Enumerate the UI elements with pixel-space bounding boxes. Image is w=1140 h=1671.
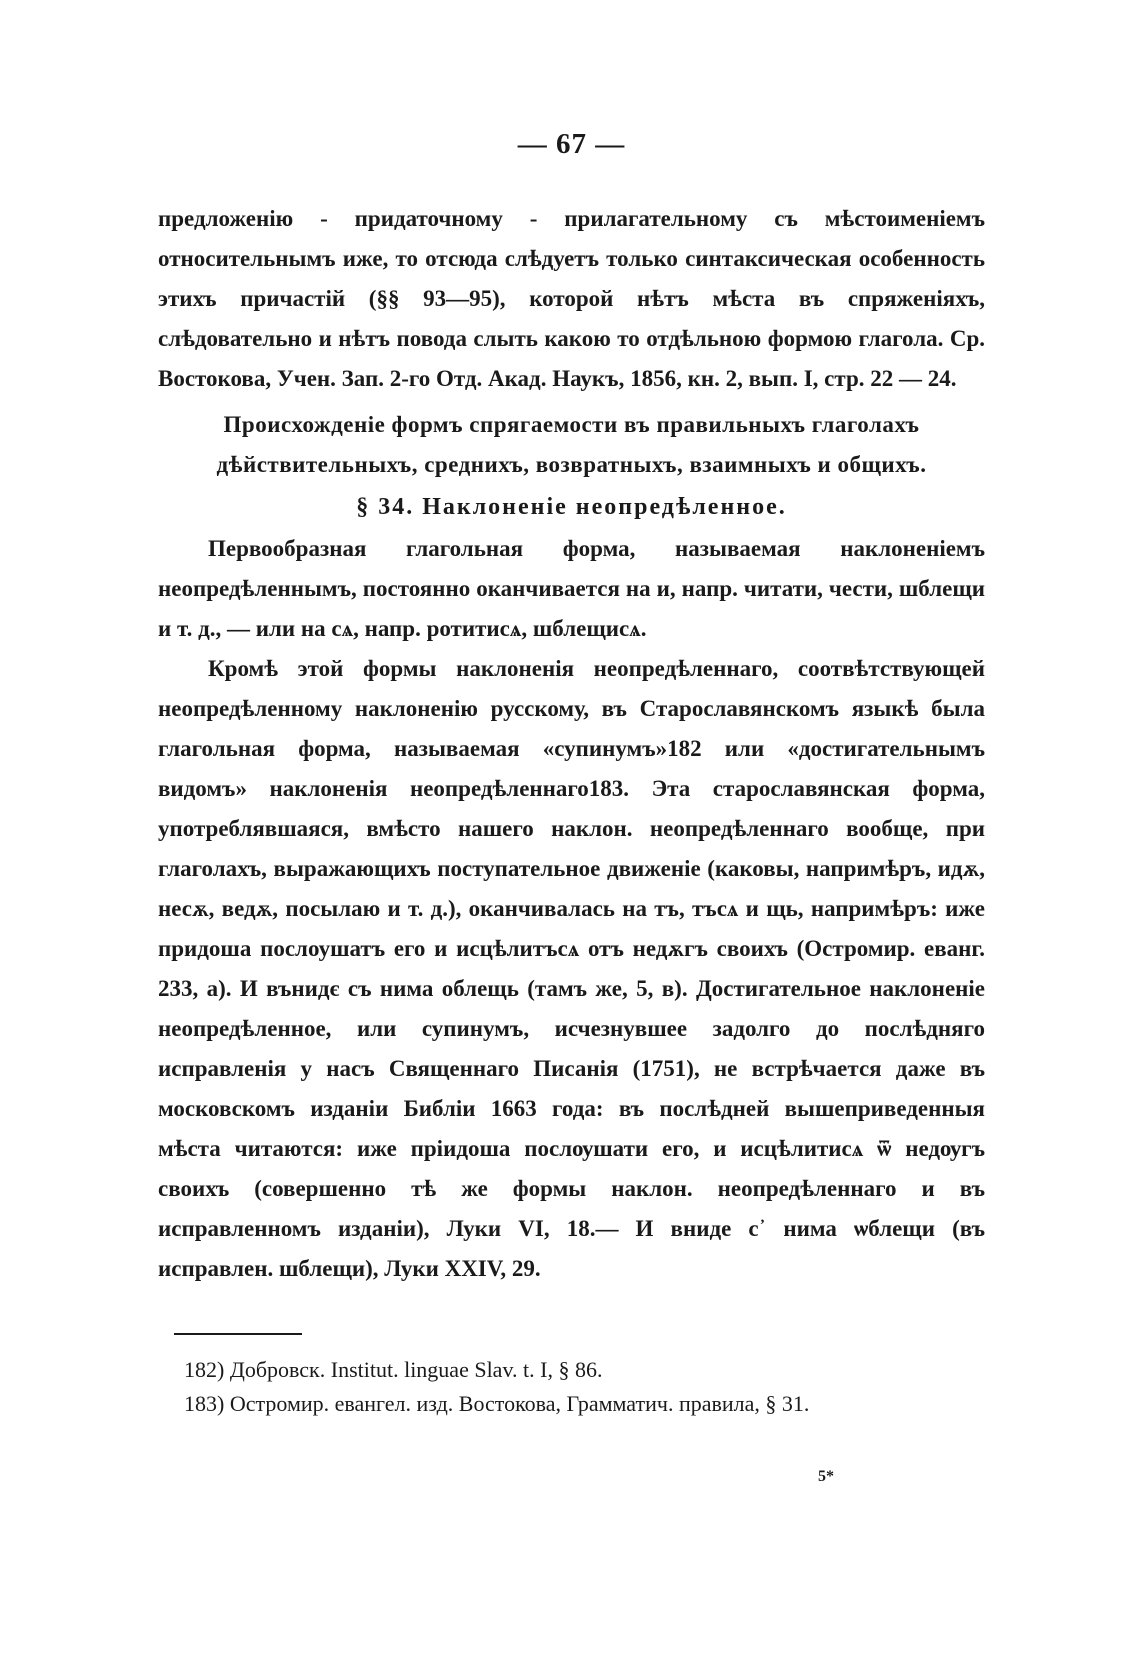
section-title: § 34. Наклоненіе неопредѣленное. (356, 494, 787, 520)
intro-paragraph: предложенію - придаточному - прилагательному съ мѣстоименіемъ относительнымъ иже, то отсюда слѣдуетъ только синтаксическая особенность этихъ причастій (§§ 93—95), которой нѣтъ мѣста въ спряженіяхъ, слѣдовательно и нѣтъ повода слыть какою то отдѣльною формою глагола. Ср. Востокова, Учен. Зап. 2-го Отд. Акад. Наукъ, 1856, кн. 2, вып. I, стр. 22 — 24. (158, 206, 985, 391)
footnote-183: 183) Остромир. евангел. изд. Востокова, Грамматич. правила, § 31. (184, 1391, 810, 1416)
body-paragraph-2: Кромѣ этой формы наклоненія неопредѣленнаго, соотвѣтствующей неопредѣленному наклоненію русскому, въ Старославянскомъ языкѣ была глагольная форма, называемая «супинумъ»182 или «достигательнымъ видомъ» наклоненія неопредѣленнаго183. Эта старославянская форма, употреблявшаяся, вмѣсто нашего наклон. неопредѣленнаго вообще, при глаголахъ, выражающихъ поступательное движеніе (каковы, напримѣръ, идѫ, несѫ, ведѫ, посылаю и т. д.), оканчивалась на тъ, тъсѧ и щь, напримѣръ: иже придоша послоушатъ его и исцѣлитъсѧ отъ недѫгъ своихъ (Остромир. еванг. 233, а). И вънидє съ нима облещь (тамъ же, 5, в). Достигательное наклоненіе неопредѣленное, или супинумъ, исчезнувшее задолго до послѣдняго исправленія у насъ Священнаго Писанія (1751), не встрѣчается даже въ московскомъ изданіи Библіи 1663 года: въ послѣдней вышеприведенныя мѣста читаются: иже пріидоша послѹшати его, и исцѣлитисѧ ѿ недѹгъ своихъ (совершенно тѣ же формы наклон. неопредѣленнаго и въ исправленномъ изданіи), Луки VI, 18.— И вниде с᾿ нима ѡблещи (въ исправлен. шблещи), Луки XXIV, 29. (158, 656, 985, 1281)
chapter-heading: Происхожденіе формъ спрягаемости въ правильныхъ глаголахъ дѣйствительныхъ, среднихъ, возвратныхъ, взаимныхъ и общихъ. (216, 412, 927, 477)
body-paragraph-1: Первообразная глагольная форма, называемая наклоненіемъ неопредѣленнымъ, постоянно оканчивается на и, напр. читати, чести, шблещи и т. д., — или на сѧ, напр. ротитисѧ, шблещисѧ. (158, 536, 985, 641)
footnote-divider (174, 1333, 302, 1335)
signature-mark: 5* (818, 1468, 834, 1485)
footnote-182: 182) Добровск. Institut. linguae Slav. t. I, § 86. (184, 1357, 603, 1382)
page-number: — 67 — (517, 128, 626, 160)
